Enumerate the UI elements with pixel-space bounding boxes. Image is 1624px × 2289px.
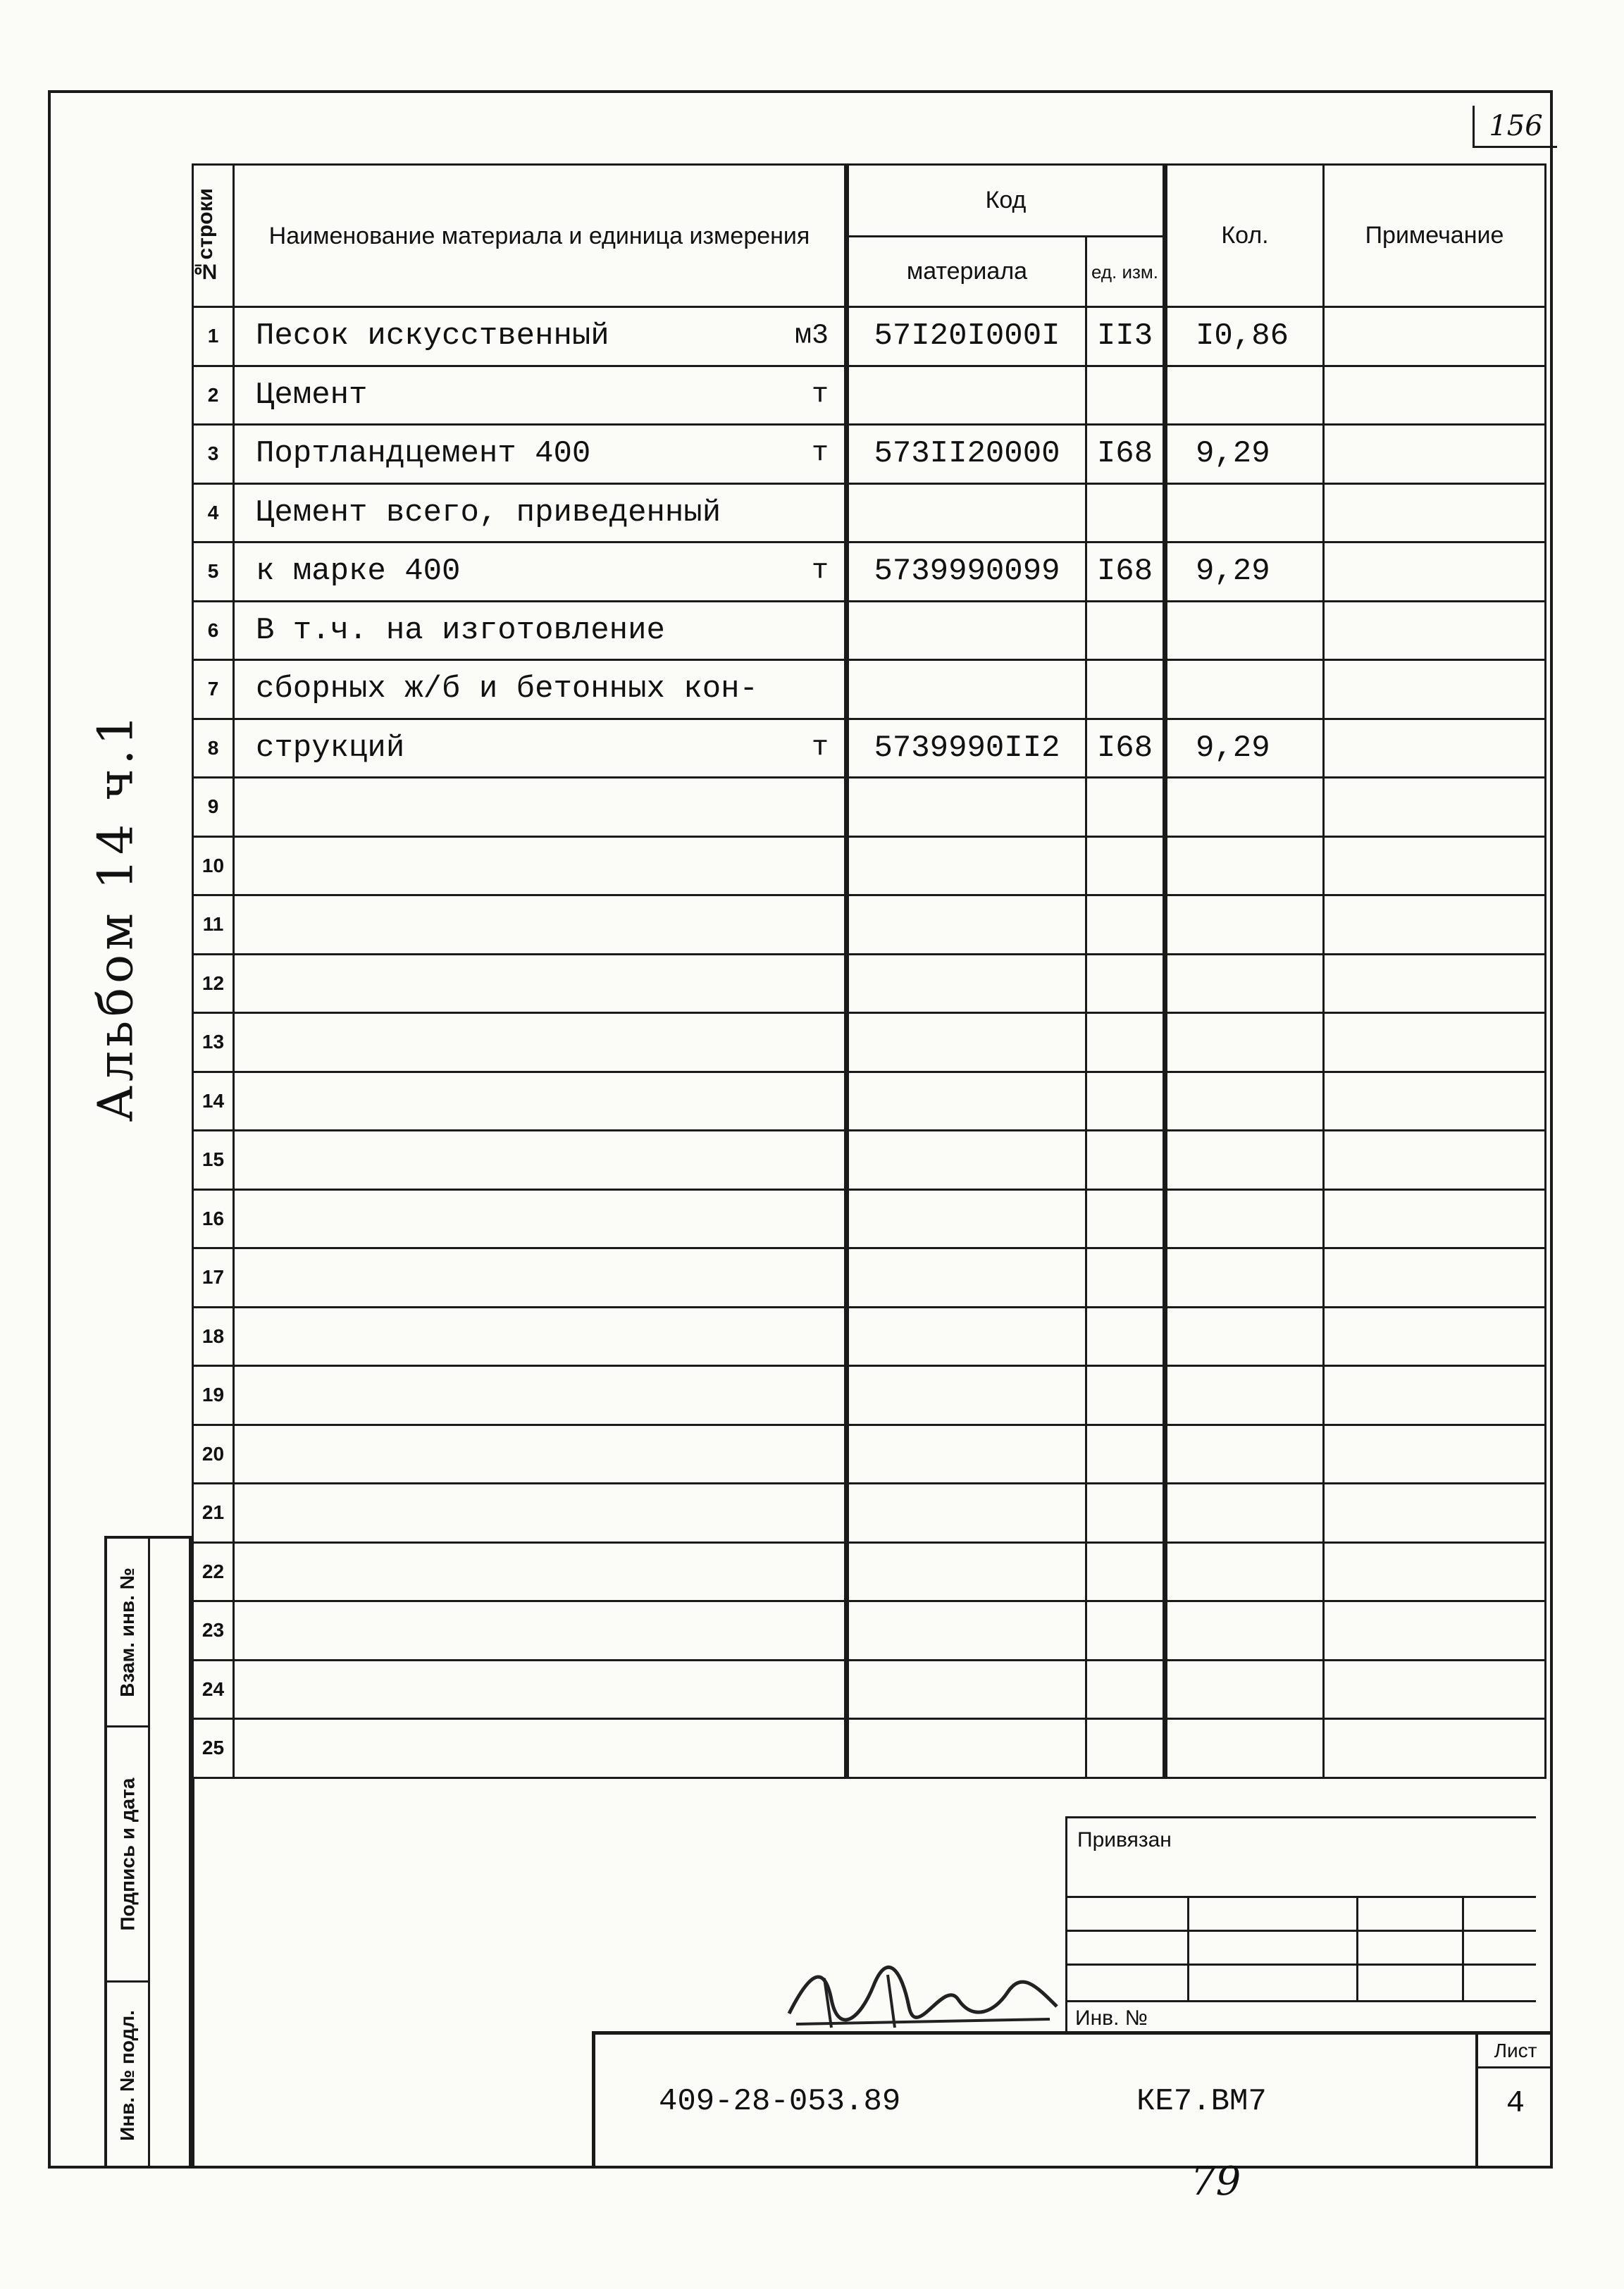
material-code <box>847 1131 1086 1190</box>
row-number: 15 <box>193 1131 234 1190</box>
row-number: 20 <box>193 1425 234 1484</box>
unit-of-measure: т <box>811 555 829 588</box>
table-row <box>193 719 1546 778</box>
row-number: 21 <box>193 1484 234 1543</box>
row-number: 14 <box>193 1072 234 1131</box>
quantity <box>1165 1542 1324 1601</box>
quantity <box>1165 1307 1324 1366</box>
quantity <box>1165 1131 1324 1190</box>
material-name-cell <box>234 954 847 1013</box>
row-number: 10 <box>193 836 234 895</box>
signature-date-cell <box>107 1727 148 1983</box>
material-name-cell <box>234 1307 847 1366</box>
table-row <box>193 1131 1546 1190</box>
material-name-cell <box>234 1660 847 1719</box>
note <box>1324 1072 1546 1131</box>
material-code <box>847 895 1086 955</box>
side-stamp-divider <box>148 1539 150 2166</box>
table-row <box>193 660 1546 719</box>
material-name-cell <box>234 1484 847 1543</box>
unit-code <box>1086 1013 1165 1072</box>
sheet-number: 156 <box>1473 106 1557 148</box>
quantity <box>1165 1601 1324 1661</box>
row-number: 9 <box>193 778 234 837</box>
quantity <box>1165 1248 1324 1308</box>
row-number: 12 <box>193 954 234 1013</box>
row-number: 5 <box>193 542 234 602</box>
table-row <box>193 1013 1546 1072</box>
quantity <box>1165 778 1324 837</box>
quantity: 9,29 <box>1165 542 1324 602</box>
material-name-cell <box>234 1131 847 1190</box>
sheet-label: Лист <box>1478 2035 1553 2068</box>
table-row <box>193 1660 1546 1719</box>
tie-inv-label: Инв. № <box>1075 2006 1148 2030</box>
material-code <box>847 1013 1086 1072</box>
tie-grid-line <box>1067 1964 1536 1966</box>
unit-of-measure: т <box>811 379 829 411</box>
unit-code <box>1086 1189 1165 1248</box>
material-code <box>847 1484 1086 1543</box>
table-row <box>193 1072 1546 1131</box>
unit-code <box>1086 660 1165 719</box>
unit-code <box>1086 1542 1165 1601</box>
title-block <box>592 2031 1553 2169</box>
unit-code <box>1086 483 1165 542</box>
tie-grid-line <box>1187 1896 1189 2000</box>
row-number: 2 <box>193 366 234 425</box>
material-code <box>847 1425 1086 1484</box>
material-name-cell <box>234 307 847 366</box>
material-name-cell <box>234 1542 847 1601</box>
table-row <box>193 1189 1546 1248</box>
material-name-cell <box>234 778 847 837</box>
orig-inv-label: Инв. № подл. <box>116 2010 139 2141</box>
sheet-box <box>1475 2035 1553 2169</box>
table-row <box>193 1601 1546 1661</box>
material-code <box>847 1189 1086 1248</box>
material-code: 573II20000 <box>847 425 1086 484</box>
row-number: 25 <box>193 1719 234 1778</box>
row-number: 16 <box>193 1189 234 1248</box>
quantity <box>1165 1189 1324 1248</box>
note <box>1324 1131 1546 1190</box>
header-row-number: №строки <box>193 165 234 307</box>
material-name: В т.ч. на изготовление <box>256 612 665 648</box>
material-name-cell <box>234 1366 847 1425</box>
material-name-cell <box>234 1189 847 1248</box>
table-row <box>193 778 1546 837</box>
tie-grid-line <box>1067 2000 1536 2002</box>
material-name-cell <box>234 1425 847 1484</box>
material-code <box>847 1366 1086 1425</box>
material-name-cell <box>234 1601 847 1661</box>
table-row <box>193 1719 1546 1778</box>
note <box>1324 1248 1546 1308</box>
table-row <box>193 366 1546 425</box>
material-name-cell <box>234 1013 847 1072</box>
quantity <box>1165 1013 1324 1072</box>
material-code <box>847 660 1086 719</box>
material-name-cell <box>234 719 847 778</box>
table-row <box>193 307 1546 366</box>
row-number: 11 <box>193 895 234 955</box>
row-number: 6 <box>193 601 234 660</box>
material-name-cell <box>234 1248 847 1308</box>
materials-table <box>192 163 1546 1779</box>
note <box>1324 1425 1546 1484</box>
quantity <box>1165 483 1324 542</box>
material-code <box>847 1542 1086 1601</box>
unit-code: II3 <box>1086 307 1165 366</box>
note <box>1324 660 1546 719</box>
quantity <box>1165 836 1324 895</box>
note <box>1324 307 1546 366</box>
quantity <box>1165 895 1324 955</box>
note <box>1324 1660 1546 1719</box>
table-row <box>193 836 1546 895</box>
table-row <box>193 601 1546 660</box>
note <box>1324 1189 1546 1248</box>
orig-inv-cell <box>107 1983 148 2169</box>
note <box>1324 954 1546 1013</box>
replace-inv-label: Взам. инв. № <box>116 1567 139 1697</box>
tie-title: Привязан <box>1077 1828 1172 1851</box>
material-name-cell <box>234 895 847 955</box>
header-quantity: Кол. <box>1165 165 1324 307</box>
unit-code <box>1086 895 1165 955</box>
unit-code <box>1086 601 1165 660</box>
quantity <box>1165 1719 1324 1778</box>
unit-code <box>1086 1248 1165 1308</box>
row-number: 17 <box>193 1248 234 1308</box>
replace-inv-cell <box>107 1539 148 1727</box>
unit-code <box>1086 1072 1165 1131</box>
unit-code <box>1086 836 1165 895</box>
material-name: Цемент <box>256 377 368 413</box>
note <box>1324 425 1546 484</box>
note <box>1324 895 1546 955</box>
row-number: 19 <box>193 1366 234 1425</box>
tie-grid-line <box>1067 1896 1536 1898</box>
material-name-cell <box>234 836 847 895</box>
material-name: Портландцемент 400 <box>256 436 591 472</box>
unit-code <box>1086 954 1165 1013</box>
table-row <box>193 425 1546 484</box>
quantity <box>1165 1072 1324 1131</box>
material-name: струкций <box>256 730 405 766</box>
unit-of-measure: т <box>811 438 829 470</box>
unit-of-measure: т <box>811 732 829 764</box>
header-code: Код <box>847 165 1165 237</box>
row-number: 8 <box>193 719 234 778</box>
unit-code: I68 <box>1086 425 1165 484</box>
row-number: 4 <box>193 483 234 542</box>
material-code <box>847 1307 1086 1366</box>
row-number: 23 <box>193 1601 234 1661</box>
material-name: сборных ж/б и бетонных кон- <box>256 671 758 707</box>
row-number: 3 <box>193 425 234 484</box>
note <box>1324 1307 1546 1366</box>
header-material-code: материала <box>847 237 1086 307</box>
material-code <box>847 1601 1086 1661</box>
note <box>1324 778 1546 837</box>
material-name-cell <box>234 1719 847 1778</box>
document-mark: КЕ7.ВМ7 <box>1136 2084 1267 2119</box>
tie-block <box>1065 1816 1536 2031</box>
material-code <box>847 366 1086 425</box>
unit-code: I68 <box>1086 542 1165 602</box>
material-code: 5739990II2 <box>847 719 1086 778</box>
quantity <box>1165 366 1324 425</box>
table-row <box>193 542 1546 602</box>
header-note: Примечание <box>1324 165 1546 307</box>
quantity: 9,29 <box>1165 425 1324 484</box>
table-row <box>193 1484 1546 1543</box>
table-row <box>193 895 1546 955</box>
note <box>1324 601 1546 660</box>
row-number: 24 <box>193 1660 234 1719</box>
note <box>1324 1484 1546 1543</box>
material-code <box>847 1660 1086 1719</box>
material-name: Цемент всего, приведенный <box>256 495 721 531</box>
unit-code <box>1086 778 1165 837</box>
quantity: I0,86 <box>1165 307 1324 366</box>
quantity <box>1165 660 1324 719</box>
material-code: 5739990099 <box>847 542 1086 602</box>
row-number: 7 <box>193 660 234 719</box>
unit-of-measure: м3 <box>794 320 829 352</box>
quantity <box>1165 601 1324 660</box>
sheet-value: 4 <box>1506 2086 1525 2121</box>
material-code <box>847 1072 1086 1131</box>
quantity <box>1165 1660 1324 1719</box>
material-code <box>847 778 1086 837</box>
row-number: 1 <box>193 307 234 366</box>
material-code: 57I20I000I <box>847 307 1086 366</box>
album-label <box>70 705 162 1127</box>
material-name-cell <box>234 1072 847 1131</box>
unit-code <box>1086 1660 1165 1719</box>
material-name-cell <box>234 366 847 425</box>
unit-code <box>1086 1719 1165 1778</box>
unit-code <box>1086 1425 1165 1484</box>
table-row <box>193 1366 1546 1425</box>
signature-mark <box>782 1957 1064 2035</box>
material-name: Песок искусственный <box>256 318 609 354</box>
album-label-text: Альбом 14 ч.1 <box>88 709 144 1122</box>
table-row <box>193 1307 1546 1366</box>
quantity: 9,29 <box>1165 719 1324 778</box>
quantity <box>1165 1366 1324 1425</box>
table-row <box>193 483 1546 542</box>
material-code <box>847 954 1086 1013</box>
tie-grid-line <box>1067 1930 1536 1932</box>
row-number: 22 <box>193 1542 234 1601</box>
unit-code: I68 <box>1086 719 1165 778</box>
row-number: 18 <box>193 1307 234 1366</box>
quantity <box>1165 1484 1324 1543</box>
note <box>1324 1013 1546 1072</box>
note <box>1324 366 1546 425</box>
unit-code <box>1086 1484 1165 1543</box>
quantity <box>1165 954 1324 1013</box>
material-code <box>847 601 1086 660</box>
material-name-cell <box>234 601 847 660</box>
note <box>1324 483 1546 542</box>
table-row <box>193 1542 1546 1601</box>
material-code <box>847 1248 1086 1308</box>
table-row <box>193 954 1546 1013</box>
material-name-cell <box>234 542 847 602</box>
row-number: 13 <box>193 1013 234 1072</box>
tie-grid-line <box>1356 1896 1358 2000</box>
quantity <box>1165 1425 1324 1484</box>
material-name: к марке 400 <box>256 554 461 590</box>
header-material-name: Наименование материала и единица измерения <box>234 165 847 307</box>
unit-code <box>1086 1601 1165 1661</box>
signature-date-label: Подпись и дата <box>116 1778 139 1930</box>
stamp-divider-line <box>192 1777 194 2169</box>
material-code <box>847 1719 1086 1778</box>
table-row <box>193 1248 1546 1308</box>
note <box>1324 719 1546 778</box>
note <box>1324 1601 1546 1661</box>
material-code <box>847 836 1086 895</box>
unit-code <box>1086 1131 1165 1190</box>
unit-code <box>1086 366 1165 425</box>
unit-code <box>1086 1307 1165 1366</box>
note <box>1324 1542 1546 1601</box>
page-footer-number: 79 <box>1191 2159 1241 2204</box>
header-unit-code: ед. изм. <box>1086 237 1165 307</box>
tie-grid-line <box>1462 1896 1464 2000</box>
material-code <box>847 483 1086 542</box>
note <box>1324 836 1546 895</box>
side-stamp <box>104 1536 192 2169</box>
note <box>1324 1719 1546 1778</box>
note <box>1324 1366 1546 1425</box>
note <box>1324 542 1546 602</box>
material-name-cell <box>234 483 847 542</box>
unit-code <box>1086 1366 1165 1425</box>
material-name-cell <box>234 425 847 484</box>
material-name-cell <box>234 660 847 719</box>
document-code: 409-28-053.89 <box>659 2084 901 2119</box>
table-row <box>193 1425 1546 1484</box>
